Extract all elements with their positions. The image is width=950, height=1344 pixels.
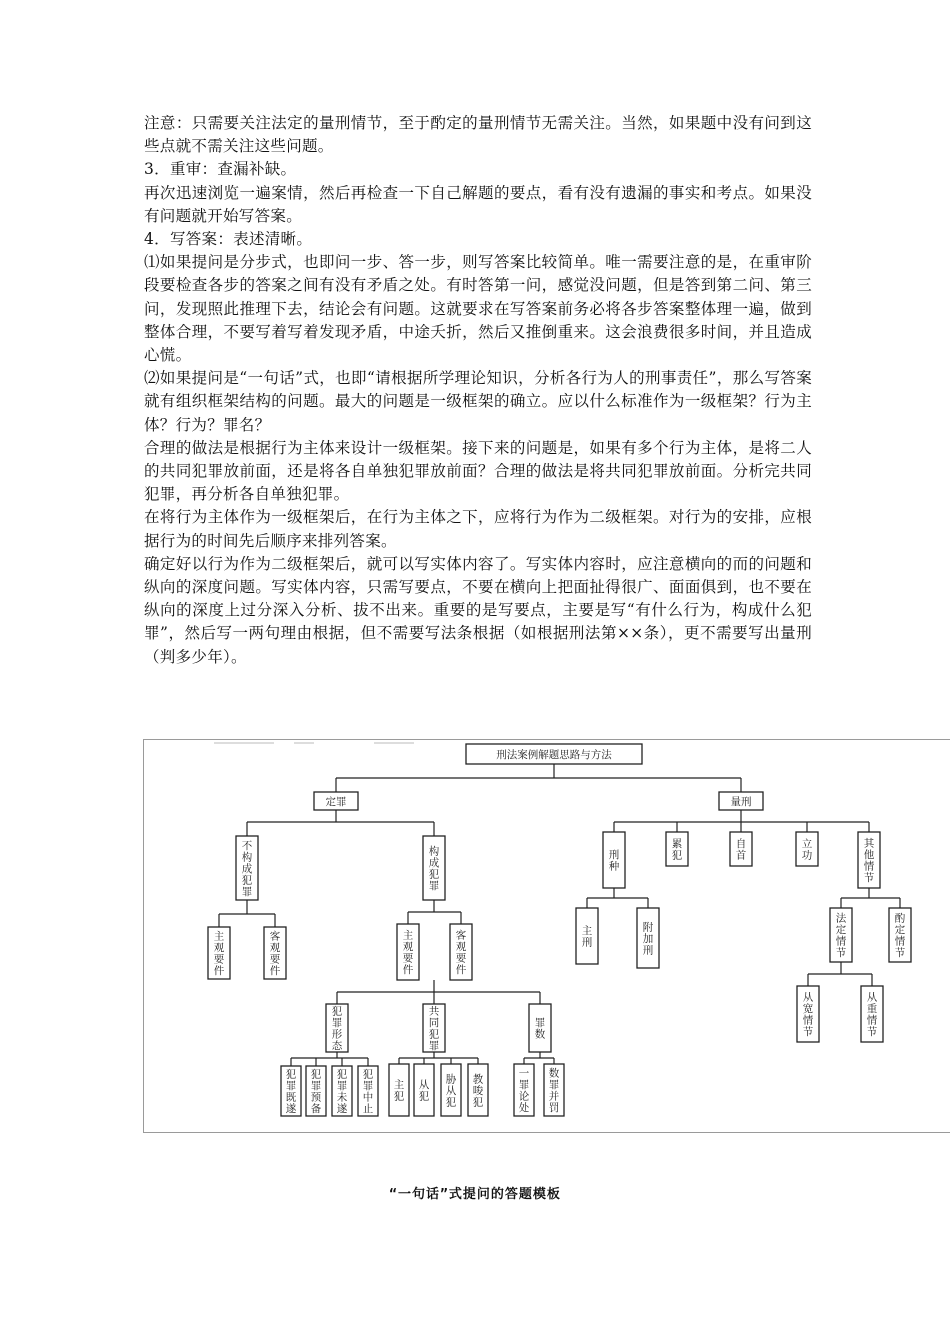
node-label-bugoucheng: 不构成犯罪 xyxy=(241,839,253,898)
paragraph-second-level: 在将行为主体作为一级框架后，在行为主体之下，应将行为作为二级框架。对行为的安排，应根据行为的时间先后顺序来排列答案。 xyxy=(144,508,812,550)
node-label-congzhong: 从重情节 xyxy=(866,991,878,1038)
node-dingzui xyxy=(314,792,358,810)
node-weisui xyxy=(332,1066,352,1116)
flowchart-figure xyxy=(143,739,950,1133)
node-label-leifan: 累犯 xyxy=(671,838,683,862)
heading-step-4: 4．写答案：表述清晰。 xyxy=(144,230,313,249)
node-label-zishou: 自首 xyxy=(735,838,747,862)
node-zhuguan1 xyxy=(208,927,230,979)
paragraph-review: 再次迅速浏览一遍案情，然后再检查一下自己解题的要点，看有没有遗漏的事实和考点。如果没有问题就开始写答案。 xyxy=(144,183,812,225)
node-zhongzhi xyxy=(358,1066,378,1116)
paragraph-one-sentence: ⑵如果提问是“一句话”式，也即“请根据所学理论知识，分析各行为人的刑事责任”，那么写答案就有组织框架结构的问题。最大的问题是一级框架的确立。应以什么标准作为一级框架？行为主体？行为？罪名？ xyxy=(144,369,812,434)
node-label-zhuxing: 主刑 xyxy=(581,925,593,949)
node-keguan2 xyxy=(450,924,472,980)
node-xingzhong xyxy=(603,832,625,888)
node-label-fading: 法定情节 xyxy=(835,912,847,959)
node-zhuoding xyxy=(889,908,911,962)
node-label-congkuan: 从宽情节 xyxy=(802,991,814,1038)
node-label-yubei: 犯罪预备 xyxy=(310,1068,322,1115)
node-bugoucheng xyxy=(236,836,258,900)
node-zhufan xyxy=(389,1064,409,1116)
node-zuishu xyxy=(529,1004,551,1052)
node-yubei xyxy=(306,1066,326,1116)
svg-text:量刑: 量刑 xyxy=(730,796,752,808)
node-goucheng xyxy=(423,836,445,900)
node-qita xyxy=(858,832,880,888)
node-label-jiaosuo: 教唆犯 xyxy=(472,1073,484,1109)
paragraph-framework: 合理的做法是根据行为主体来设计一级框架。接下来的问题是，如果有多个行为主体，是将二人的共同犯罪放前面，还是将各自单独犯罪放前面？合理的做法是将共同犯罪放前面。分析完共同犯罪，再分析各自单独犯罪。 xyxy=(144,438,812,504)
node-label-zhufan: 主犯 xyxy=(393,1079,405,1103)
node-xiecong xyxy=(441,1064,461,1116)
node-label-shuzui: 数罪并罚 xyxy=(548,1067,560,1114)
paragraph-stepwise: ⑴如果提问是分步式，也即问一步、答一步，则写答案比较简单。唯一需要注意的是，在重审阶段要检查各步的答案之间有没有矛盾之处。有时答第一问，感觉没问题，但是答到第二问、第三问，发现照此推理下去，结论会有问题。这就要求在写答案前务必将各步答案整体理一遍，做到整体合理，不要写着写着发现矛盾，中途夭折，然后又推倒重来。这会浪费很多时间，并且造成心慌。 xyxy=(144,253,812,365)
node-label-keguan2: 客观要件 xyxy=(455,929,467,976)
node-label-congfan: 从犯 xyxy=(418,1079,430,1103)
paragraph-note: 注意：只需要关注法定的量刑情节，至于酌定的量刑情节无需关注。当然，如果题中没有问到这些点就不需关注这些问题。 xyxy=(144,114,812,156)
node-label-goucheng: 构成犯罪 xyxy=(428,845,440,892)
node-fujia xyxy=(637,908,659,968)
node-liangxing xyxy=(719,792,763,810)
node-label-keguan1: 客观要件 xyxy=(269,930,281,977)
node-label-xingzhong: 刑种 xyxy=(608,849,620,873)
flowchart-svg xyxy=(144,740,950,1134)
node-label-xingtai: 犯罪形态 xyxy=(331,1005,343,1052)
node-yizui xyxy=(514,1064,534,1116)
node-zhuxing xyxy=(576,908,598,964)
node-label-weisui: 犯罪未遂 xyxy=(336,1068,348,1115)
node-label-ligong: 立功 xyxy=(801,838,813,862)
node-label-gongtong: 共同犯罪 xyxy=(428,1005,440,1052)
node-label-zhuguan2: 主观要件 xyxy=(402,929,414,976)
node-zishou xyxy=(730,832,752,866)
node-shuzui xyxy=(544,1064,564,1116)
node-label-yizui: 一罪论处 xyxy=(518,1067,530,1114)
figure-caption: “一句话”式提问的答题模板 xyxy=(389,1187,561,1202)
node-gongtong xyxy=(423,1004,445,1052)
node-zhuguan2 xyxy=(397,924,419,980)
node-jiaosuo xyxy=(468,1064,488,1116)
node-congkuan xyxy=(797,986,819,1042)
svg-text:定罪: 定罪 xyxy=(325,796,347,808)
node-fading xyxy=(830,908,852,962)
heading-step-3: 3．重审：查漏补缺。 xyxy=(144,160,297,179)
node-label-zuishu: 罪数 xyxy=(534,1017,546,1041)
node-label-xiecong: 胁从犯 xyxy=(445,1073,457,1109)
node-xingtai xyxy=(326,1004,348,1052)
vertical-nodes xyxy=(208,832,911,1116)
node-congzhong xyxy=(861,986,883,1042)
node-label-zhongzhi: 犯罪中止 xyxy=(362,1068,374,1115)
body-text xyxy=(144,112,812,669)
node-jisui xyxy=(281,1066,301,1116)
node-ligong xyxy=(796,832,818,866)
node-leifan xyxy=(666,832,688,866)
node-label-jisui: 犯罪既遂 xyxy=(285,1068,297,1115)
node-congfan xyxy=(414,1064,434,1116)
diagram-title: 刑法案例解题思路与方法 xyxy=(496,749,612,761)
node-keguan1 xyxy=(264,927,286,979)
paragraph-content: 确定好以行为作为二级框架后，就可以写实体内容了。写实体内容时，应注意横向的而的问题和纵向的深度问题。写实体内容，只需写要点，不要在横向上把面扯得很广、面面俱到，也不要在纵向的深度上过分深入分析、拔不出来。重要的是写要点，主要是写“有什么行为，构成什么犯罪”，然后写一两句理由根据，但不需要写法条根据（如根据刑法第××条），更不需要写出量刑（判多少年）。 xyxy=(144,554,812,666)
diagram-root-node xyxy=(466,744,642,764)
node-label-fujia: 附加刑 xyxy=(642,921,654,957)
node-label-zhuoding: 酌定情节 xyxy=(894,912,906,959)
node-label-qita: 其他情节 xyxy=(863,837,875,884)
node-label-zhuguan1: 主观要件 xyxy=(213,930,225,977)
